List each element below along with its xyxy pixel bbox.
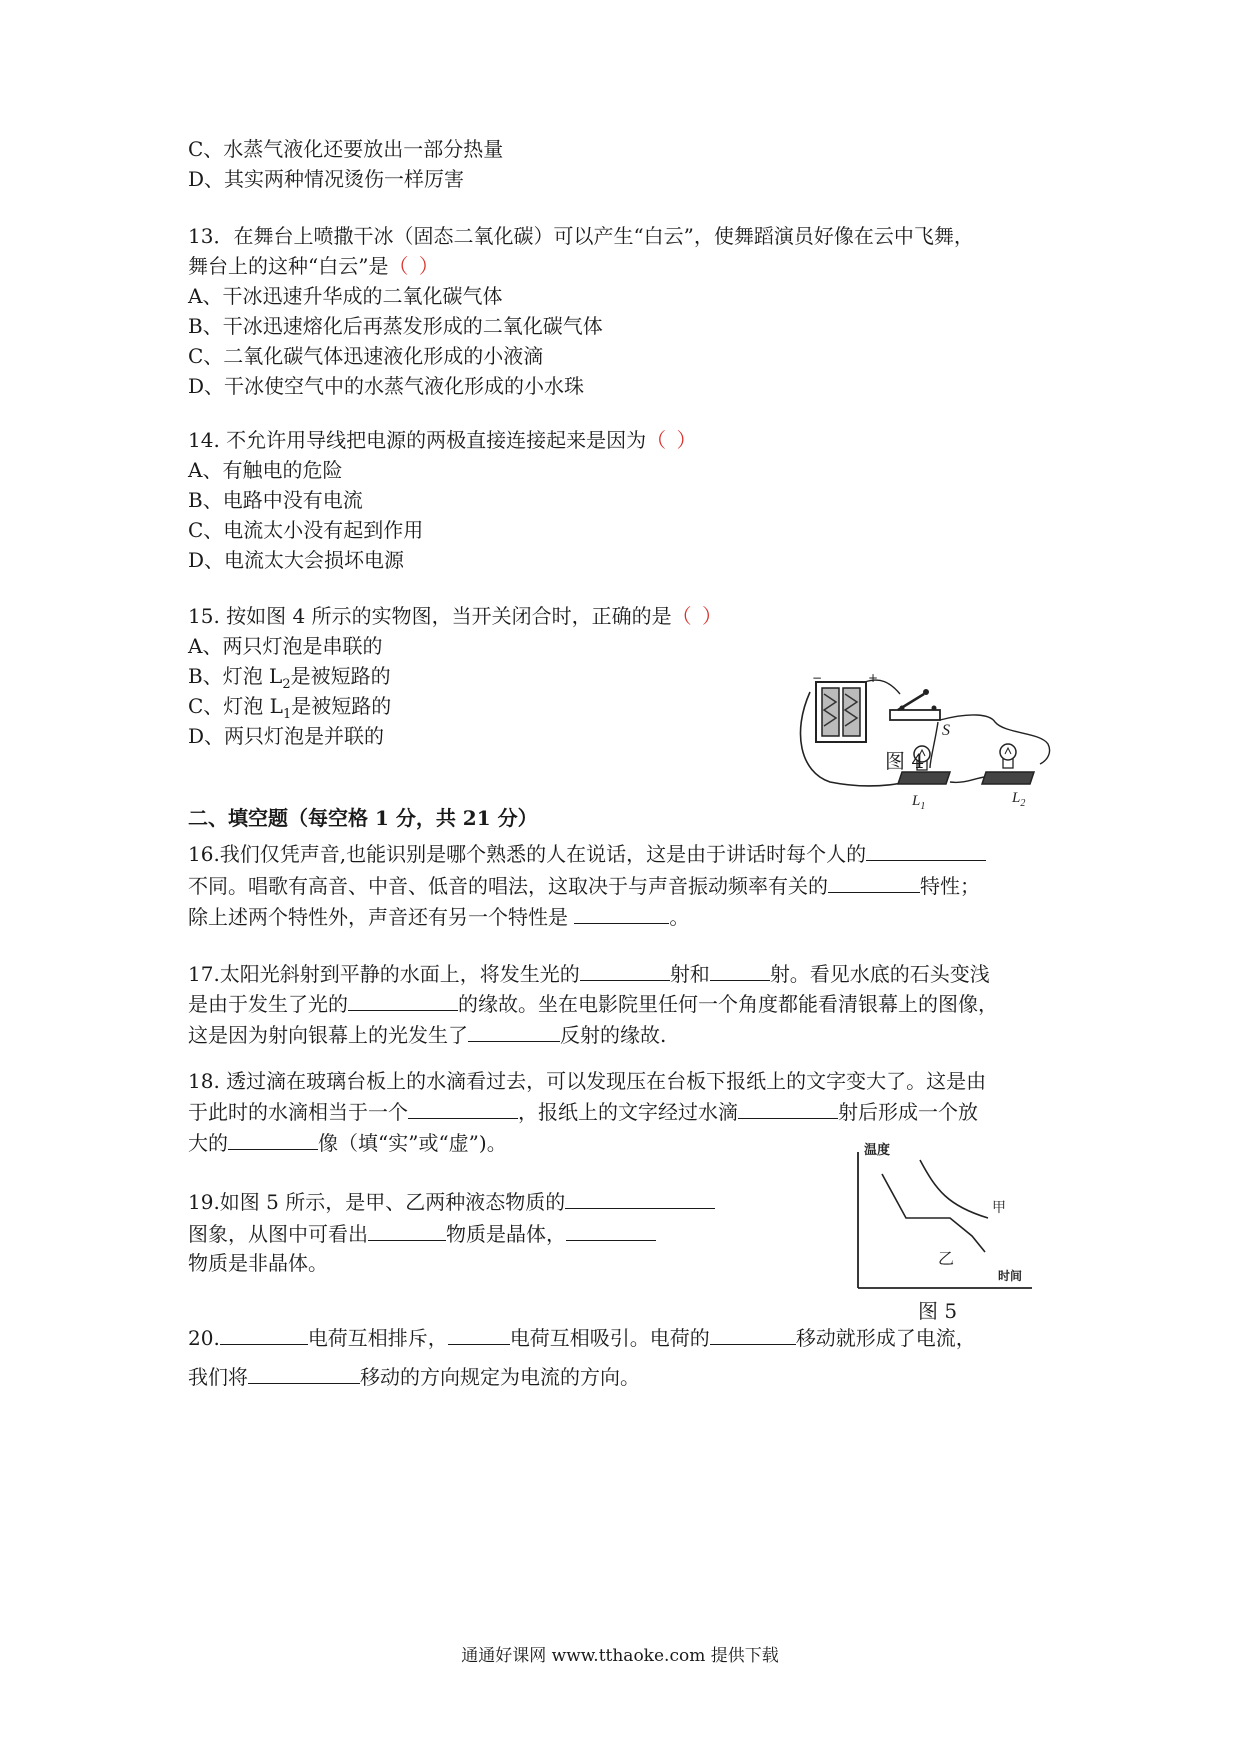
- answer-blank[interactable]: [574, 903, 669, 924]
- q19-line3: 物质是非晶体。: [188, 1251, 328, 1275]
- circuit-wire: [940, 715, 1050, 764]
- circuit-wire: [950, 777, 985, 782]
- answer-blank[interactable]: [710, 960, 770, 981]
- answer-paren: （ ）: [646, 428, 699, 452]
- curve-jia: [882, 1174, 985, 1252]
- answer-blank[interactable]: [468, 1021, 560, 1042]
- answer-blank[interactable]: [566, 1220, 656, 1241]
- q13-option-c: C、二氧化碳气体迅速液化形成的小液滴: [188, 344, 544, 368]
- answer-blank[interactable]: [448, 1324, 510, 1345]
- bulb-l1-label: $L_1$: [912, 793, 926, 812]
- curve-yi: [920, 1160, 988, 1218]
- page-footer: 通通好课网 www.tthaoke.com 提供下载: [461, 1646, 779, 1666]
- answer-blank[interactable]: [368, 1220, 446, 1241]
- x-axis-label: 时间: [998, 1269, 1023, 1283]
- q13-stem-line2: 舞台上的这种“白云”是（ ）: [188, 254, 441, 278]
- switch-label: S: [942, 722, 950, 739]
- q13-option-d: D、干冰使空气中的水蒸气液化形成的小水珠: [188, 374, 585, 398]
- q16-line1: 16.我们仅凭声音,也能识别是哪个熟悉的人在说话，这是由于讲话时每个人的: [188, 840, 986, 867]
- bulb-l2-label: $L_2$: [1012, 790, 1026, 809]
- battery-icon: [812, 671, 878, 742]
- figure-5-caption: 图 5: [918, 1299, 958, 1323]
- svg-text:+: +: [868, 671, 879, 685]
- q19-line1: 19.如图 5 所示，是甲、乙两种液态物质的: [188, 1188, 715, 1215]
- bulb-l2-icon: [982, 744, 1034, 784]
- switch-icon: [890, 689, 940, 720]
- q14-option-c: C、电流太小没有起到作用: [188, 518, 424, 542]
- curve-label-jia: 甲: [992, 1200, 1006, 1216]
- q20-line1: 20. 电荷互相排斥， 电荷互相吸引。电荷的 移动就形成了电流，: [188, 1326, 976, 1350]
- section-title: 二、填空题（每空格 1 分，共 21 分）: [188, 806, 538, 830]
- answer-blank[interactable]: [866, 840, 986, 861]
- q14-option-d: D、电流太大会损坏电源: [188, 548, 405, 572]
- q19-line2: 图象，从图中可看出 物质是晶体，: [188, 1220, 656, 1247]
- q14-option-b: B、电路中没有电流: [188, 488, 363, 512]
- answer-blank[interactable]: [408, 1098, 518, 1119]
- figure-4-caption: 图 4: [885, 749, 925, 773]
- figure-4-circuit: [790, 672, 1070, 812]
- q18-line1: 18. 透过滴在玻璃台板上的水滴看过去，可以发现压在台板下报纸上的文字变大了。这是由: [188, 1069, 987, 1093]
- answer-blank[interactable]: [228, 1129, 318, 1150]
- answer-paren: （ ）: [671, 604, 724, 628]
- answer-blank[interactable]: [828, 872, 920, 893]
- q17-line2: 是由于发生了光的 的缘故。坐在电影院里任何一个角度都能看清银幕上的图像，: [188, 992, 998, 1016]
- q14-option-a: A、有触电的危险: [188, 458, 343, 482]
- q15-stem: 15. 按如图 4 所示的实物图，当开关闭合时，正确的是（ ）: [188, 604, 724, 628]
- q13-stem-line1: 13．在舞台上喷撒干冰（固态二氧化碳）可以产生“白云”，使舞蹈演员好像在云中飞舞，: [188, 224, 974, 248]
- answer-blank[interactable]: [220, 1324, 308, 1345]
- q15-option-c: C、灯泡 $L_1$是被短路的: [188, 694, 392, 722]
- figure-5-graph: [840, 1140, 1040, 1300]
- q18-line2: 于此时的水滴相当于一个 ，报纸上的文字经过水滴 射后形成一个放: [188, 1100, 978, 1124]
- answer-blank[interactable]: [348, 990, 458, 1011]
- q16-line2: 不同。唱歌有高音、中音、低音的唱法，这取决于与声音振动频率有关的 特性；: [188, 874, 980, 898]
- answer-blank[interactable]: [738, 1098, 838, 1119]
- q13-option-a: A、干冰迅速升华成的二氧化碳气体: [188, 284, 503, 308]
- circuit-wire: [930, 722, 938, 768]
- answer-blank[interactable]: [710, 1324, 796, 1345]
- answer-blank[interactable]: [565, 1188, 715, 1209]
- q13-option-b: B、干冰迅速熔化后再蒸发形成的二氧化碳气体: [188, 314, 603, 338]
- q15-option-a: A、两只灯泡是串联的: [188, 634, 383, 658]
- answer-blank[interactable]: [580, 960, 670, 981]
- q15-option-d: D、两只灯泡是并联的: [188, 724, 385, 748]
- q17-line1: 17.太阳光斜射到平静的水面上，将发生光的 射和 射。看见水底的石头变浅: [188, 962, 990, 986]
- curve-label-yi: 乙: [938, 1249, 955, 1268]
- answer-blank[interactable]: [248, 1363, 360, 1384]
- y-axis-label: 温度: [864, 1143, 891, 1158]
- q14-stem: 14. 不允许用导线把电源的两极直接连接起来是因为（ ）: [188, 428, 699, 452]
- q12-option-c: C、水蒸气液化还要放出一部分热量: [188, 137, 504, 161]
- answer-paren: （ ）: [388, 254, 441, 278]
- q16-line3: 除上述两个特性外，声音还有另一个特性是 。: [188, 905, 690, 929]
- svg-text:−: −: [812, 671, 823, 685]
- q17-line3: 这是因为射向银幕上的光发生了 反射的缘故.: [188, 1023, 667, 1047]
- q12-option-d: D、其实两种情况烫伤一样厉害: [188, 167, 465, 191]
- q18-line3: 大的 像（填“实”或“虚”)。: [188, 1131, 507, 1155]
- q20-line2: 我们将 移动的方向规定为电流的方向。: [188, 1365, 640, 1389]
- q15-option-b: B、灯泡 $L_2$是被短路的: [188, 664, 391, 692]
